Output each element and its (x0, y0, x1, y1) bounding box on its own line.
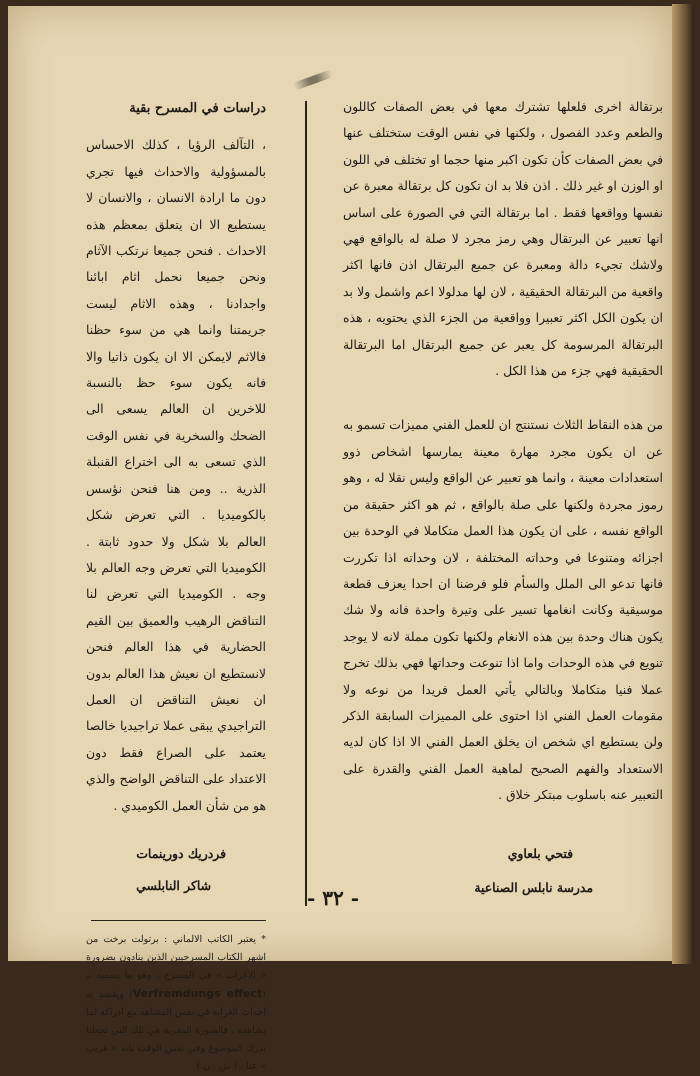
footnote-text-2: ) ويقصد به احداث الغرابة في نفس المشاهد مع ادراكه لما يشاهده ، فالصورة المغربة هي تلك التي تجعلنا ندرك الموضوع وفي نفس الوقت بانه « غريب » عنا . ( ش . ن ) (86, 988, 266, 1072)
magazine-page (8, 6, 672, 1072)
left-translator: شاكر النابلسي (136, 878, 211, 894)
ink-mark (293, 69, 333, 90)
footnote-latin-term: Verfremdungs effect (132, 986, 263, 1000)
footnote (86, 931, 266, 1076)
right-paragraph-2: من هذه النقاط الثلاث نستنتج ان للعمل الفني مميزات تسمو به عن ان يكون مجرد مهارة معينة يمارسها اشخاص ذوو استعدادات معينة ، وانما هو تعبير عن الواقع وليس نقلا له ، وهو رموز مجردة ولكنها على صلة بالواقع ، ثم هو اكثر حقيقة من الواقع نفسه ، على ان يكون هذا العمل متكاملا في الوحدة بين اجزائه ومتنوعا في وحداته المختلفة ، لان وحداته اذا تكررت فانها تدعو الى الملل والسأم فلو فرضنا ان احدا يعزف قطعة موسيقية وكانت انغامها تسير على وتيرة واحدة فانه ولا شك يكون هناك وحدة بين هذه الانغام ولكنها تكون مملة لانه لا يوجد تنويع في هذه الوحدات واما اذا تنوعت وحداتها فهي بذلك تخرج عملا فنيا متكاملا وبالتالي يأتي العمل فريدا من نوعه ولا مقومات العمل الفني اذا احتوى على المميزات السابقة الذكر ولن يستطيع اي شخص ان يخلق العمل الفني الا اذا كان لديه الاستعداد والفهم الصحيح لماهية العمل الفني والقدرة على التعبير عنه باسلوب مبتكر خلاق . (343, 417, 663, 803)
section-title: دراسات في المسرح بقية (129, 101, 266, 116)
left-column (86, 96, 266, 1076)
book-spine-shadow (672, 4, 694, 964)
left-paragraph: ، التآلف الرؤيا ، كذلك الاحساس بالمسؤولية والاحداث فيها تجري دون ما ارادة الانسان ، والانسان لا يستطيع الا ان يتعلق بمعظم هذه الاحداث . فنحن جميعا نرتكب الآثام ونحن جميعا نحمل اثام ابائنا واجدادنا ، وهذه الاثام ليست جريمتنا وانما هي من سوء حظنا فالاثم لايمكن الا ان يكون ذاتيا والا فانه يكون سوء حظ بالنسبة للاخرين ان العالم يسعى الى الضحك والسخرية في نفس الوقت الذي تسعى به الى اختراع القنبلة الذرية .. ومن هنا فنحن نؤسس بالكوميديا . التي تعرض شكل العالم بلا شكل ولا حدود ثابتة . الكوميديا التي تعرض وجه العالم بلا وجه . الكوميديا التي تعرض لنا التناقض الرهيب والعميق بين القيم الحضارية في هذا العالم فنحن لانستطيع ان نعيش هذا العالم بدون ان نعيش التناقض ان العمل التراجيدي يبقى عملا تراجيديا خالصا يعتمد على الصراع فقط دون الاعتداد على التناقض الواضح والذي هو من شأن العمل الكوميدي . (86, 137, 266, 813)
column-divider (305, 101, 307, 906)
left-author: فردريك دورينمات (136, 845, 226, 861)
right-author: فتحي بلعاوي (507, 845, 573, 861)
footnote-text-1: * يعتبر الكاتب الالماني : برتولت برخت من اشهر الكتاب المسرحيين الذين ينادون بضرورة « الاغراب » في المسرح ، وهو ما يسميه بـ ( (86, 933, 267, 1000)
right-column (343, 94, 663, 901)
right-paragraph-1: برتقالة اخرى فلعلها تشترك معها في بعض الصفات كاللون والطعم وعدد الفصول ، ولكنها في نفس الوقت ستختلف عنها في بعض الصفات كأن تكون اكبر منها حجما او تختلف في اللون او الوزن او غير ذلك . اذن فلا بد ان تكون كل برتقالة معبرة عن نفسها وواقعها فقط . اما برتقالة التي في الصورة على اساس انها تعبير عن البرتقال وهي رمز مجرد لا صلة له بالواقع فهي ولاشك تجيء دالة ومعبرة عن جميع البرتقال اذن فانها اكثر واقعية من البرتقالة الحقيقية ، لان لها مدلولا اعم واشمل ولا بد ان يكون الكل اكثر تعبيرا وواقعية من الجزء الذي يحتويه ، هذه البرتقالة المرسومة كل يعبر عن جميع البرتقال اما البرتقالة الحقيقية فهي جزء من هذا الكل . (343, 99, 663, 379)
page-number: - ٣٢ - (306, 886, 359, 910)
footnote-rule (91, 920, 266, 921)
right-school: مدرسة نابلس الصناعية (474, 879, 593, 895)
